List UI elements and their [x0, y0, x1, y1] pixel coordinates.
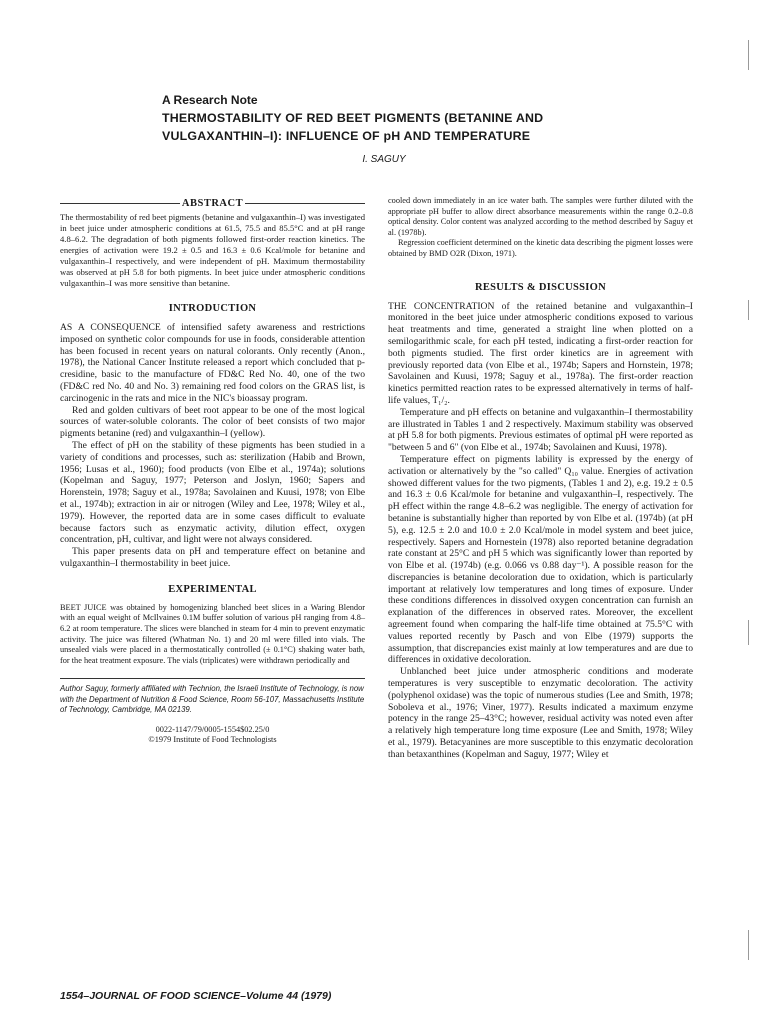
results-heading: RESULTS & DISCUSSION	[474, 281, 607, 293]
introduction-paragraph-4: This paper presents data on pH and temperature effect on betanine and vulgaxanthin–I thermostability in beet juice.	[60, 546, 365, 569]
right-column	[388, 196, 693, 761]
footnote-rule	[60, 678, 365, 679]
scan-edge-mark	[748, 40, 749, 70]
article-title-line-2: VULGAXANTHIN–I): INFLUENCE OF pH AND TEMPERATURE	[162, 129, 531, 143]
results-paragraph-4: Unblanched beet juice under atmospheric conditions and moderate temperatures is very susceptible to enzymatic decoloration. The activity (polyphenol oxidase) was the topic of numerous studies (Lee and Smith, 1978; Soboleva et al., 1976; Viner, 1977). Results indicated a maximum enzyme potency in the range 25–43°C; however, residual activity was noted even after a relatively high temperature long time exposure (Lee and Smith, 1978; Wiley et al., 1979). Betacyanines are more susceptible to this enzymatic decoloration than betaxanthines (Kopelman and Saguy, 1977; Wiley et	[388, 666, 693, 760]
introduction-heading: INTRODUCTION	[168, 303, 257, 314]
journal-footer: 1554–JOURNAL OF FOOD SCIENCE–Volume 44 (1979)	[60, 990, 332, 1002]
abstract-rule-right	[245, 203, 365, 204]
abstract-heading	[60, 198, 365, 209]
abstract-label: ABSTRACT	[181, 198, 244, 209]
abstract-text: The thermostability of red beet pigments (betanine and vulgaxanthin–I) was investigated in beet juice under atmospheric conditions at 61.5, 75.5 and 85.5°C and at pH range 4.8–6.2. The degradation of both pigments followed first-order reaction kinetics. The energies of activation were 19.2 ± 0.5 and 16.3 ± 0.6 Kcal/mole for betanine and vulgaxanthin–I respectively, and were independent of pH. Maximum thermostability was observed at pH 5.8 for both pigments. In beet juice under atmospheric conditions vulgaxanthin–I was more sensitive than betanine.	[60, 212, 365, 288]
introduction-paragraph-3: The effect of pH on the stability of these pigments has been studied in a variety of conditions and processes, such as: sterilization (Habib and Brown, 1956; Lusas et al., 1960); food products (von Elbe et al., 1974a); solutions (Kopelman and Saguy, 1977; Peterson and Joslyn, 1960; Sapers and Horenstein, 1978; Saguy et al., 1978a; Savolainen and Kuusi, 1978; von Elbe et al., 1974b); extraction in air or nitrogen (Wiley and Lee, 1978; Wiley et al., 1979). However, the reported data are in some cases difficult to evaluate because factors such as enzymatic activity, dilution effect, oxygen concentration, pH, cultivar, and light were not always considered.	[60, 439, 365, 546]
author-name: I. SAGUY	[362, 154, 406, 165]
experimental-heading: EXPERIMENTAL	[168, 583, 257, 595]
introduction-paragraph-2: Red and golden cultivars of beet root appear to be one of the most logical sources of water-soluble colorants. The color of beet consists of two major pigments betanine (red) and vulgaxanthin–I (yellow).	[60, 404, 365, 440]
experimental-continued-paragraph: cooled down immediately in an ice water bath. The samples were further diluted with the appropriate pH buffer to allow direct absorbance measurements within the range 0.2–0.8 optical density. Color content was analyzed according to the method described by Saguy et al. (1978b).	[388, 196, 693, 237]
abstract-rule-left	[60, 203, 180, 204]
experimental-paragraph-1: BEET JUICE was obtained by homogenizing blanched beet slices in a Waring Blendor with an equal weight of McIlvaines 0.1M buffer solution of various pH ranging from 4.8–6.2 at room temperature. The slices were blanched in steam for 4 min to prevent enzymatic activity. The juice was filtered (Whatman No. 1) and 20 ml were filled into vials. The unsealed vials were placed in a thermostatically controlled (± 0.1°C) shaking water bath, for the heat treatment exposure. The vials (triplicates) were withdrawn periodically and	[60, 602, 365, 665]
article-code: 0022-1147/79/0005-1554$02.25/0	[155, 724, 270, 734]
article-header	[162, 93, 612, 145]
copyright-notice: ©1979 Institute of Food Technologists	[148, 735, 277, 745]
regression-paragraph: Regression coefficient determined on the kinetic data describing the pigment losses were obtained by BMD O2R (Dixon, 1971).	[388, 238, 693, 258]
scan-edge-mark	[748, 620, 749, 645]
research-note-label: A Research Note	[162, 93, 258, 107]
author-footnote: Author Saguy, formerly affiliated with Technion, the Israeli Institute of Technology, is now with the Department of Nutrition & Food Science, Room 56-107, Massachusetts Institute of Technology, Cambridge, MA 02139.	[60, 684, 365, 715]
results-paragraph-1: THE CONCENTRATION of the retained betanine and vulgaxanthin–I monitored in the beet juice under atmospheric conditions exposed to various heat treatments and time, generated a straight line when plotted on a semilogarithmic scale, for each pH tested, indicating a first-order reaction for both pigments studied. The first order kinetics are in agreement with previously reported data (von Elbe et al., 1974b; Sapers and Hornstein, 1978; Savolainen and Kuusi, 1978; Saguy et al., 1978a). The first-order reaction kinetics permitted reaction rates to be expressed alternatively in terms of half-life values, T₁/₂.	[388, 300, 693, 406]
results-paragraph-3: Temperature effect on pigments lability is expressed by the energy of activation or alternatively by the "so called" Q₁₀ value. Energies of activation showed different values for the two pigments, (Tables 1 and 2), e.g. 19.2 ± 0.5 and 16.3 ± 0.6 Kcal/mole for betanine and vulgaxanthin–I, respectively. The pH effect within the range 4.8–6.2 was negligible. The energy of activation for betanine is substantially higher than reported by von Elbe et al. (1974b) (at pH 5), e.g. 12.5 ± 2.0 and 10.0 ± 2.0 Kcal/mole in model system and beet juice, respectively. Sapers and Hornestein (1978) also reported betanine degradation rate constant at 25°C and pH 5 which was significantly lower than reported by von Elbe et al. (1974b) (e.g. 0.066 vs 0.88 day⁻¹). A possible reason for the discrepancies is betanine decoloration due to oxidation, which is particularly important at relatively low temperatures and long times of exposure. Under these conditions differences in dissolved oxygen concentration can furnish an explanation of the differences in observed rates. Moreover, the excellent agreement found when comparing the half-life time obtained at 75.5°C with values reported recently by Pasch and von Elbe (1979) supports the assumption, that discrepancies exist mainly at low temperatures and are due to differences in oxidative decoloration.	[388, 453, 693, 666]
introduction-paragraph-1: AS A CONSEQUENCE of intensified safety awareness and restrictions imposed on synthetic color compounds for use in foods, considerable attention has been focused in recent years on natural colorants. Only recently (Anon., 1978), the National Cancer Institute released a report which concluded that p-cresidine, basic to the manufacture of FD&C Red No. 40, one of the two (FD&C red No. 40 and No. 3) remaining red food colors on the GRAS list, is carcinogenic in the rats and mice in the NIC's bioassay program.	[60, 322, 365, 404]
scan-edge-mark	[748, 300, 749, 320]
left-column	[60, 198, 365, 746]
results-paragraph-2: Temperature and pH effects on betanine and vulgaxanthin–I thermostability are illustrated in Tables 1 and 2 respectively. Maximum stability was observed at pH 5.8 for both pigments. Previous estimates of optimal pH were reported as "between 5 and 6" (von Elbe et al., 1974b; Savolainen and Kuusi, 1978).	[388, 406, 693, 454]
article-title-line-1: THERMOSTABILITY OF RED BEET PIGMENTS (BETANINE AND	[162, 111, 544, 125]
scan-edge-mark	[748, 930, 749, 960]
